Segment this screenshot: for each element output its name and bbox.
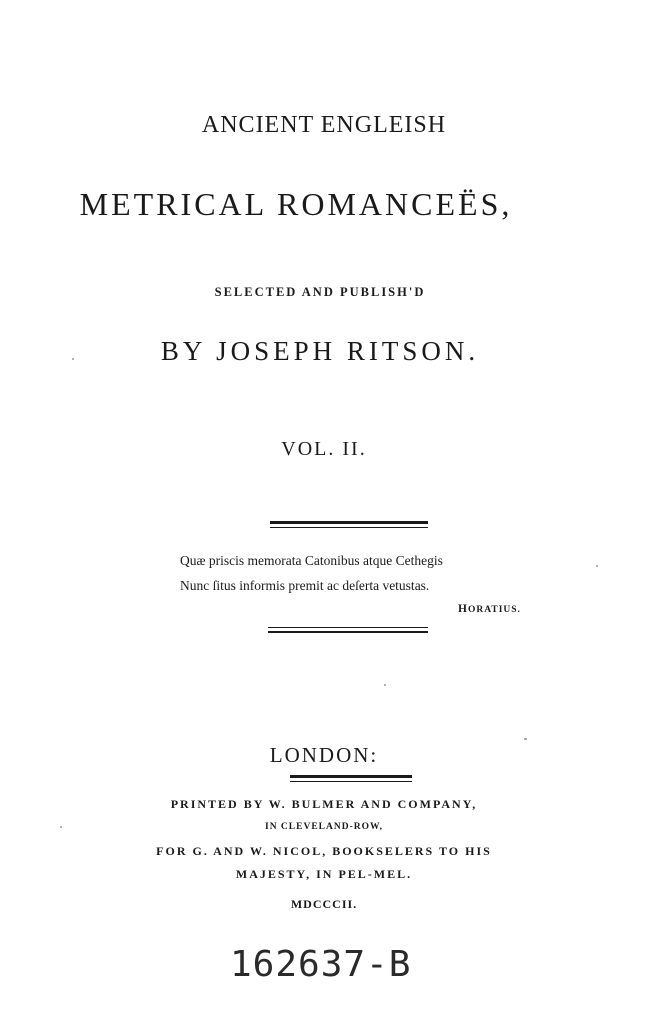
- double-rule-top-thick: [270, 521, 428, 524]
- epigraph-line-2: Nunc ſitus informis premit ac deſerta vetustas.: [180, 578, 430, 593]
- imprint-printer: PRINTED BY W. BULMER AND COMPANY,: [170, 797, 478, 811]
- imprint-majesty: MAJESTY, IN PEL-MEL.: [235, 867, 413, 881]
- paper-speck: [60, 826, 62, 828]
- double-rule-top-thin: [270, 527, 428, 528]
- volume-number: VOL. II.: [281, 438, 367, 460]
- double-rule-bottom-thin: [268, 627, 428, 628]
- paper-speck: [384, 684, 386, 686]
- epigraph-line-1: Quæ priscis memorata Catonibus atque Cethegis: [180, 553, 443, 568]
- city-rule-thin: [290, 781, 412, 782]
- epigraph-author: [458, 603, 521, 615]
- imprint-publisher: FOR G. AND W. NICOL, BOOKSELERS TO HIS: [156, 844, 492, 858]
- library-stamp: 162637-B: [230, 944, 412, 985]
- author-line: BY JOSEPH RITSON.: [160, 336, 480, 366]
- title-line-2: METRICAL ROMANCEËS,: [79, 186, 513, 222]
- double-rule-bottom-thick: [268, 631, 428, 633]
- epigraph-author-initial: H: [458, 603, 468, 615]
- imprint-address: IN CLEVELAND-ROW,: [265, 822, 383, 832]
- title-line-3: SELECTED AND PUBLISH'D: [214, 285, 426, 299]
- imprint-city: LONDON:: [269, 743, 379, 767]
- paper-speck: [596, 565, 598, 567]
- epigraph-author-rest: ORATIUS.: [467, 605, 521, 615]
- imprint-year: MDCCCII.: [290, 897, 358, 911]
- city-rule-thick: [290, 775, 412, 778]
- paper-speck: [524, 738, 527, 740]
- title-line-1: ANCIENT ENGLEISH: [201, 112, 447, 138]
- paper-speck: [72, 358, 74, 360]
